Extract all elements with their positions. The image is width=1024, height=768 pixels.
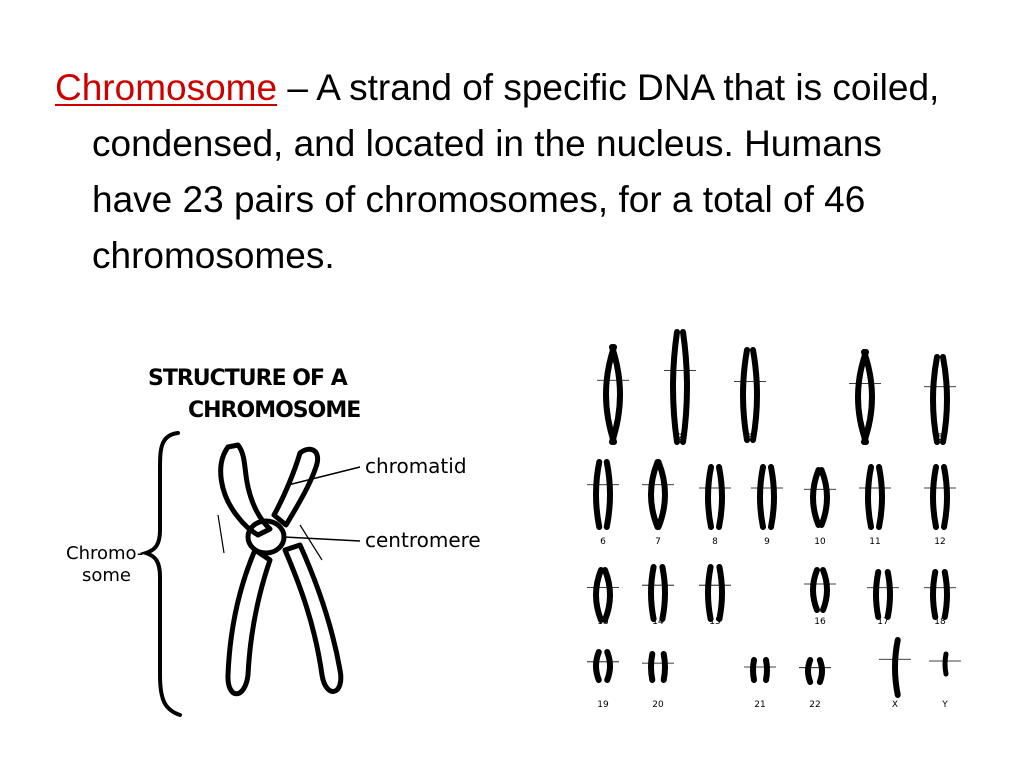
diagram-title-line1: STRUCTURE OF A (148, 366, 347, 391)
chromosome-pair-16 (804, 570, 836, 627)
pair-label-21: 21 (754, 700, 766, 710)
pair-label-4: 4 (862, 433, 868, 443)
karyotype-chart (575, 322, 970, 722)
pair-label-5: 5 (937, 433, 943, 443)
pair-label-18: 18 (934, 617, 946, 627)
chromosome-pair-17 (867, 572, 899, 627)
chromatid-18-1 (933, 572, 935, 617)
label-chromosome-line2: some (82, 565, 131, 586)
chromosome-pair-13 (587, 570, 619, 627)
chromatid-15-2 (719, 567, 722, 619)
chromatid-7-2 (659, 462, 666, 527)
chromosome-pair-21 (744, 660, 776, 710)
chromatid-11-1 (868, 467, 871, 527)
pair-label-14: 14 (652, 617, 664, 627)
pair-label-16: 16 (814, 617, 826, 627)
chromosome-drawing (60, 355, 480, 725)
chromatid-18-2 (945, 572, 947, 617)
chromosome-pair-X (879, 640, 911, 710)
pair-label-15: 15 (709, 617, 721, 627)
pair-label-X: X (891, 700, 899, 710)
chromatid-13-1 (596, 570, 601, 620)
pair-label-10: 10 (814, 537, 826, 547)
pair-label-Y: Y (942, 700, 948, 710)
brace-shape (146, 433, 180, 715)
chromatid-19-2 (607, 652, 610, 680)
pair-label-12: 12 (934, 537, 946, 547)
chromatid-10-1 (813, 470, 819, 525)
chromatid-6-2 (607, 462, 610, 527)
chromosome-pair-18 (924, 572, 956, 627)
chromosome-pair-3 (734, 350, 766, 443)
pair-label-9: 9 (764, 537, 770, 547)
pair-label-3: 3 (747, 433, 753, 443)
chromatid-20-1 (651, 654, 652, 680)
chromatid-14-2 (662, 567, 665, 619)
chromatid-pointer (288, 467, 360, 485)
chromatid-12-2 (944, 467, 947, 527)
chromatid-16-2 (823, 570, 827, 610)
chromatid-5-1 (933, 357, 937, 442)
pair-label-6: 6 (600, 537, 606, 547)
chromosome-pair-22 (799, 660, 831, 710)
pair-label-17: 17 (877, 617, 889, 627)
chromosome-pair-2 (664, 332, 696, 443)
pair-label-2: 2 (677, 433, 683, 443)
chromatid-22-2 (820, 660, 822, 682)
chromatid-10-2 (822, 470, 828, 525)
chromatid-2-2 (683, 332, 687, 442)
chromatid-X-1 (895, 640, 898, 695)
chromatid-17-2 (888, 572, 890, 617)
chromatid-1-2 (612, 347, 620, 442)
pair-label-13: 13 (597, 617, 609, 627)
chromatid-1-1 (606, 347, 614, 442)
chromosome-pair-7 (642, 462, 674, 547)
chromatid-3-1 (743, 350, 747, 440)
chromosome-pair-5 (924, 357, 956, 443)
label-chromosome-line1: Chromo- (66, 543, 144, 564)
label-centromere: centromere (365, 528, 480, 552)
chromatid-13-2 (605, 570, 610, 620)
term-chromosome: Chromosome (55, 67, 278, 108)
chromatid-3-2 (753, 350, 757, 440)
chromatid-9-1 (760, 467, 763, 527)
chromosome-pair-20 (642, 654, 674, 710)
chromatid-2-1 (673, 332, 677, 442)
chromosome-pair-6 (587, 462, 619, 547)
chromatid-8-2 (719, 467, 722, 527)
chromatid-22-1 (808, 660, 810, 682)
pair-label-8: 8 (712, 537, 718, 547)
karyotype-drawing (575, 322, 970, 722)
definition-text: A strand of specific DNA that is coiled, condensed, and located in the nucleus. Humans have 23 pairs of chromosomes, for a total of 46 chromosomes. (92, 67, 940, 276)
chromatid-20-2 (664, 654, 665, 680)
chromosome-pair-12 (924, 467, 956, 547)
chromatid-4-2 (864, 352, 872, 442)
chromosome-pair-1 (597, 347, 629, 443)
chromosome-pair-9 (751, 467, 783, 547)
chromatid-6-1 (596, 462, 599, 527)
chromosome-pair-8 (699, 467, 731, 547)
definition-dash: – (277, 67, 317, 108)
chromatid-19-1 (596, 652, 599, 680)
chromatid-17-1 (876, 572, 878, 617)
chromosome-pair-10 (804, 470, 836, 547)
pair-label-19: 19 (597, 700, 609, 710)
pair-label-22: 22 (809, 700, 821, 710)
chromosome-pair-14 (642, 567, 674, 627)
chromatid-14-1 (651, 567, 654, 619)
pair-label-7: 7 (655, 537, 661, 547)
chromatid-Y-1 (945, 654, 946, 674)
chromatid-21-1 (753, 660, 754, 680)
chromosome-pair-11 (859, 467, 891, 547)
centromere-pointer (284, 537, 360, 541)
chromatid-4-1 (858, 352, 866, 442)
pair-label-1: 1 (610, 433, 616, 443)
chromatid-11-2 (879, 467, 882, 527)
chromatid-5-2 (943, 357, 947, 442)
chromatid-arms (221, 445, 341, 694)
definition-paragraph (55, 60, 972, 284)
chromatid-7-1 (651, 462, 658, 527)
chromatid-8-1 (708, 467, 711, 527)
diagram-title-line2: CHROMOSOME (188, 398, 361, 423)
chromosome-pair-19 (587, 652, 619, 710)
chromatid-16-1 (813, 570, 817, 610)
label-chromatid: chromatid (365, 454, 467, 478)
chromosome-pair-15 (699, 567, 731, 627)
chromatid-15-1 (708, 567, 711, 619)
pair-label-20: 20 (652, 700, 664, 710)
chromosome-pair-Y (929, 654, 961, 710)
chromosome-pair-4 (849, 352, 881, 443)
chromosome-structure-diagram (60, 355, 480, 725)
chromatid-9-2 (771, 467, 774, 527)
chromatid-21-2 (766, 660, 767, 680)
chromatid-12-1 (933, 467, 936, 527)
pair-label-11: 11 (869, 537, 881, 547)
